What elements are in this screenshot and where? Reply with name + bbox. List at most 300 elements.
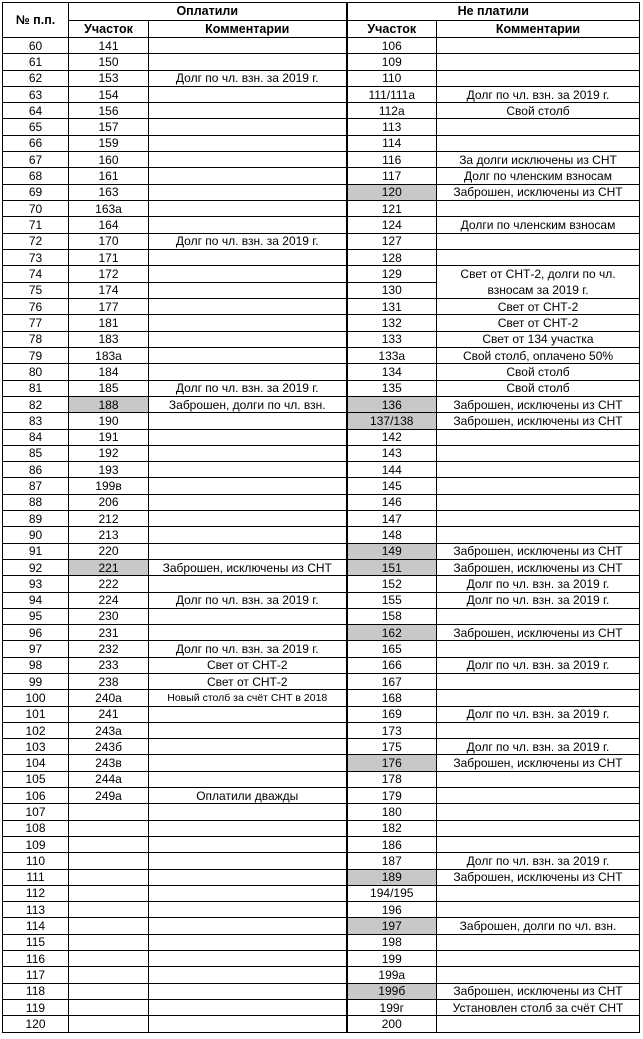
row-number: 106 [3,788,69,804]
paid-comment [149,869,347,885]
unpaid-comment [437,200,640,216]
paid-plot: 221 [69,559,149,575]
paid-comment [149,200,347,216]
table-row [3,1016,640,1032]
paid-comment: Заброшен, исключены из СНТ [149,559,347,575]
paid-plot: 150 [69,54,149,70]
paid-comment: Долг по чл. взн. за 2019 г. [149,70,347,86]
unpaid-comment: Долг по чл. взн. за 2019 г. [437,592,640,608]
paid-comment [149,299,347,315]
table-row [3,233,640,249]
unpaid-plot: 158 [347,608,437,624]
paid-comment [149,755,347,771]
header-paid-plot: Участок [69,20,149,38]
unpaid-plot: 127 [347,233,437,249]
unpaid-plot: 165 [347,641,437,657]
unpaid-plot: 130 [347,282,437,299]
unpaid-plot: 189 [347,869,437,885]
unpaid-plot: 176 [347,755,437,771]
unpaid-plot: 169 [347,706,437,722]
row-number: 60 [3,38,69,54]
paid-plot: 185 [69,380,149,396]
paid-plot: 188 [69,396,149,412]
unpaid-comment [437,690,640,706]
paid-plot: 243в [69,755,149,771]
paid-comment [149,38,347,54]
table-row [3,885,640,901]
paid-plot [69,836,149,852]
paid-comment [149,836,347,852]
table-row [3,380,640,396]
paid-plot: 243б [69,739,149,755]
paid-comment [149,429,347,445]
row-number: 114 [3,918,69,934]
paid-plot: 191 [69,429,149,445]
paid-comment [149,967,347,983]
row-number: 97 [3,641,69,657]
unpaid-plot: 166 [347,657,437,673]
paid-comment [149,853,347,869]
paid-plot: 174 [69,282,149,299]
unpaid-comment: Заброшен, исключены из СНТ [437,983,640,999]
unpaid-comment: Долг по членским взносам [437,168,640,184]
row-number: 118 [3,983,69,999]
header-number: № п.п. [3,3,69,38]
unpaid-plot: 199б [347,983,437,999]
unpaid-plot: 175 [347,739,437,755]
unpaid-plot: 196 [347,902,437,918]
paid-comment [149,135,347,151]
row-number: 73 [3,249,69,265]
table-row [3,788,640,804]
unpaid-plot: 128 [347,249,437,265]
table-row [3,511,640,527]
table-row [3,70,640,86]
unpaid-comment [437,478,640,494]
paid-comment: Долг по чл. взн. за 2019 г. [149,641,347,657]
paid-comment [149,315,347,331]
unpaid-comment: Свет от СНТ-2, долги по чл. взносам за 2019 г. [437,266,640,299]
unpaid-plot: 110 [347,70,437,86]
table-row [3,315,640,331]
paid-comment [149,462,347,478]
paid-plot: 220 [69,543,149,559]
row-number: 62 [3,70,69,86]
paid-plot: 231 [69,625,149,641]
row-number: 74 [3,266,69,283]
table-row [3,168,640,184]
row-number: 86 [3,462,69,478]
unpaid-comment [437,462,640,478]
table-row [3,135,640,151]
paid-comment [149,722,347,738]
table-row [3,119,640,135]
table-row [3,608,640,624]
paid-comment: Долг по чл. взн. за 2019 г. [149,380,347,396]
row-number: 64 [3,103,69,119]
unpaid-plot: 178 [347,771,437,787]
row-number: 108 [3,820,69,836]
row-number: 100 [3,690,69,706]
unpaid-plot: 200 [347,1016,437,1032]
paid-comment [149,54,347,70]
row-number: 120 [3,1016,69,1032]
table-row [3,543,640,559]
paid-comment [149,999,347,1015]
paid-comment: Долг по чл. взн. за 2019 г. [149,233,347,249]
unpaid-plot: 162 [347,625,437,641]
paid-comment [149,934,347,950]
paid-comment [149,739,347,755]
row-number: 96 [3,625,69,641]
paid-plot: 170 [69,233,149,249]
unpaid-plot: 186 [347,836,437,852]
paid-plot: 241 [69,706,149,722]
paid-plot: 171 [69,249,149,265]
header-unpaid-comments: Комментарии [437,20,640,38]
table-row [3,755,640,771]
unpaid-comment [437,119,640,135]
unpaid-comment [437,429,640,445]
paid-comment [149,804,347,820]
row-number: 63 [3,86,69,102]
row-number: 79 [3,348,69,364]
row-number: 69 [3,184,69,200]
paid-comment [149,152,347,168]
table-row [3,184,640,200]
unpaid-comment [437,934,640,950]
table-row [3,820,640,836]
paid-plot: 238 [69,673,149,689]
table-row [3,934,640,950]
paid-plot: 141 [69,38,149,54]
paid-comment [149,119,347,135]
row-number: 80 [3,364,69,380]
unpaid-comment [437,511,640,527]
unpaid-comment: Свет от СНТ-2 [437,299,640,315]
unpaid-comment [437,967,640,983]
row-number: 92 [3,559,69,575]
unpaid-plot: 133а [347,348,437,364]
row-number: 117 [3,967,69,983]
unpaid-comment: Долги по членским взносам [437,217,640,233]
table-row [3,331,640,347]
table-row [3,527,640,543]
paid-comment [149,331,347,347]
unpaid-plot: 194/195 [347,885,437,901]
table-row [3,445,640,461]
paid-plot [69,820,149,836]
unpaid-comment: Долг по чл. взн. за 2019 г. [437,739,640,755]
table-row [3,771,640,787]
unpaid-plot: 152 [347,576,437,592]
paid-plot [69,869,149,885]
paid-comment: Заброшен, долги по чл. взн. [149,396,347,412]
unpaid-comment [437,804,640,820]
paid-plot: 183а [69,348,149,364]
row-number: 95 [3,608,69,624]
row-number: 67 [3,152,69,168]
paid-plot: 156 [69,103,149,119]
row-number: 112 [3,885,69,901]
paid-comment [149,413,347,429]
unpaid-plot: 144 [347,462,437,478]
paid-comment [149,348,347,364]
paid-plot [69,934,149,950]
paid-plot: 160 [69,152,149,168]
paid-plot [69,902,149,918]
paid-comment [149,771,347,787]
row-number: 61 [3,54,69,70]
paid-plot: 199в [69,478,149,494]
row-number: 119 [3,999,69,1015]
paid-plot: 154 [69,86,149,102]
unpaid-comment [437,673,640,689]
paid-comment [149,249,347,265]
paid-plot [69,983,149,999]
table-row [3,462,640,478]
unpaid-comment [437,494,640,510]
unpaid-comment [437,902,640,918]
paid-comment: Новый столб за счёт СНТ в 2018 [149,690,347,706]
paid-plot: 159 [69,135,149,151]
unpaid-plot: 132 [347,315,437,331]
unpaid-comment [437,233,640,249]
unpaid-comment [437,788,640,804]
unpaid-comment: Заброшен, исключены из СНТ [437,184,640,200]
table-row [3,592,640,608]
unpaid-comment [437,836,640,852]
table-row [3,641,640,657]
row-number: 84 [3,429,69,445]
header-paid: Оплатили [69,3,347,21]
row-number: 76 [3,299,69,315]
unpaid-plot: 155 [347,592,437,608]
header-unpaid-plot: Участок [347,20,437,38]
unpaid-comment: Заброшен, исключены из СНТ [437,543,640,559]
header-unpaid: Не платили [347,3,640,21]
unpaid-comment [437,135,640,151]
paid-plot: 161 [69,168,149,184]
unpaid-plot: 137/138 [347,413,437,429]
paid-comment [149,168,347,184]
unpaid-comment: Заброшен, долги по чл. взн. [437,918,640,934]
unpaid-comment: Долг по чл. взн. за 2019 г. [437,576,640,592]
paid-comment: Долг по чл. взн. за 2019 г. [149,592,347,608]
table-row [3,494,640,510]
paid-plot: 244а [69,771,149,787]
unpaid-comment: Заброшен, исключены из СНТ [437,755,640,771]
unpaid-comment [437,951,640,967]
paid-comment [149,820,347,836]
unpaid-plot: 199 [347,951,437,967]
paid-comment [149,445,347,461]
unpaid-plot: 116 [347,152,437,168]
paid-plot: 230 [69,608,149,624]
unpaid-plot: 131 [347,299,437,315]
paid-comment [149,494,347,510]
unpaid-plot: 167 [347,673,437,689]
table-row [3,348,640,364]
table-row [3,739,640,755]
unpaid-plot: 147 [347,511,437,527]
plots-table [2,2,640,1033]
paid-comment [149,282,347,299]
unpaid-comment [437,527,640,543]
row-number: 72 [3,233,69,249]
paid-comment [149,478,347,494]
unpaid-plot: 180 [347,804,437,820]
unpaid-plot: 129 [347,266,437,283]
unpaid-plot: 134 [347,364,437,380]
unpaid-plot: 117 [347,168,437,184]
table-row [3,673,640,689]
unpaid-plot: 151 [347,559,437,575]
row-number: 104 [3,755,69,771]
row-number: 81 [3,380,69,396]
unpaid-comment: Долг по чл. взн. за 2019 г. [437,706,640,722]
unpaid-plot: 142 [347,429,437,445]
table-row [3,657,640,673]
unpaid-plot: 121 [347,200,437,216]
unpaid-comment [437,608,640,624]
unpaid-comment [437,771,640,787]
unpaid-plot: 120 [347,184,437,200]
table-row [3,983,640,999]
row-number: 101 [3,706,69,722]
paid-plot: 163 [69,184,149,200]
row-number: 93 [3,576,69,592]
row-number: 90 [3,527,69,543]
header-paid-comments: Комментарии [149,20,347,38]
unpaid-comment: За долги исключены из СНТ [437,152,640,168]
paid-plot: 206 [69,494,149,510]
paid-comment: Свет от СНТ-2 [149,673,347,689]
paid-plot: 163а [69,200,149,216]
row-number: 109 [3,836,69,852]
unpaid-comment: Свет от СНТ-2 [437,315,640,331]
unpaid-comment [437,38,640,54]
table-row [3,853,640,869]
unpaid-comment [437,722,640,738]
unpaid-comment: Свой столб [437,380,640,396]
unpaid-comment: Долг по чл. взн. за 2019 г. [437,853,640,869]
unpaid-plot: 111/111а [347,86,437,102]
paid-plot [69,804,149,820]
row-number: 103 [3,739,69,755]
table-row [3,951,640,967]
row-number: 77 [3,315,69,331]
paid-plot: 164 [69,217,149,233]
unpaid-plot: 199г [347,999,437,1015]
paid-plot: 243а [69,722,149,738]
unpaid-comment: Свой столб, оплачено 50% [437,348,640,364]
paid-comment [149,951,347,967]
row-number: 98 [3,657,69,673]
table-row [3,804,640,820]
row-number: 78 [3,331,69,347]
unpaid-plot: 168 [347,690,437,706]
paid-comment [149,266,347,283]
paid-plot [69,885,149,901]
paid-comment [149,885,347,901]
table-row [3,429,640,445]
unpaid-plot: 106 [347,38,437,54]
paid-plot: 213 [69,527,149,543]
table-row [3,690,640,706]
unpaid-plot: 143 [347,445,437,461]
table-row [3,217,640,233]
table-row [3,722,640,738]
unpaid-plot: 197 [347,918,437,934]
paid-plot [69,951,149,967]
paid-plot [69,999,149,1015]
unpaid-plot: 149 [347,543,437,559]
paid-comment [149,918,347,934]
row-number: 102 [3,722,69,738]
row-number: 68 [3,168,69,184]
unpaid-comment: Заброшен, исключены из СНТ [437,869,640,885]
table-row [3,918,640,934]
row-number: 71 [3,217,69,233]
unpaid-comment: Долг по чл. взн. за 2019 г. [437,86,640,102]
unpaid-comment [437,445,640,461]
row-number: 115 [3,934,69,950]
table-row [3,967,640,983]
table-row [3,902,640,918]
row-number: 107 [3,804,69,820]
unpaid-plot: 198 [347,934,437,950]
paid-plot [69,918,149,934]
unpaid-plot: 182 [347,820,437,836]
paid-comment [149,902,347,918]
row-number: 87 [3,478,69,494]
paid-comment [149,527,347,543]
paid-plot: 233 [69,657,149,673]
unpaid-comment: Заброшен, исключены из СНТ [437,413,640,429]
table-row [3,152,640,168]
unpaid-comment: Заброшен, исключены из СНТ [437,396,640,412]
table-row [3,249,640,265]
table-row [3,200,640,216]
unpaid-plot: 124 [347,217,437,233]
unpaid-comment: Заброшен, исключены из СНТ [437,625,640,641]
row-number: 94 [3,592,69,608]
unpaid-comment: Заброшен, исключены из СНТ [437,559,640,575]
table-row [3,559,640,575]
row-number: 110 [3,853,69,869]
table-row [3,999,640,1015]
paid-plot: 212 [69,511,149,527]
unpaid-comment [437,54,640,70]
unpaid-comment [437,1016,640,1032]
table-row [3,266,640,283]
unpaid-comment [437,885,640,901]
paid-comment [149,184,347,200]
unpaid-comment: Долг по чл. взн. за 2019 г. [437,657,640,673]
row-number: 88 [3,494,69,510]
paid-comment [149,576,347,592]
paid-plot: 172 [69,266,149,283]
unpaid-plot: 145 [347,478,437,494]
row-number: 116 [3,951,69,967]
unpaid-plot: 114 [347,135,437,151]
paid-plot: 183 [69,331,149,347]
table-row [3,576,640,592]
paid-plot: 181 [69,315,149,331]
unpaid-plot: 148 [347,527,437,543]
paid-plot: 222 [69,576,149,592]
